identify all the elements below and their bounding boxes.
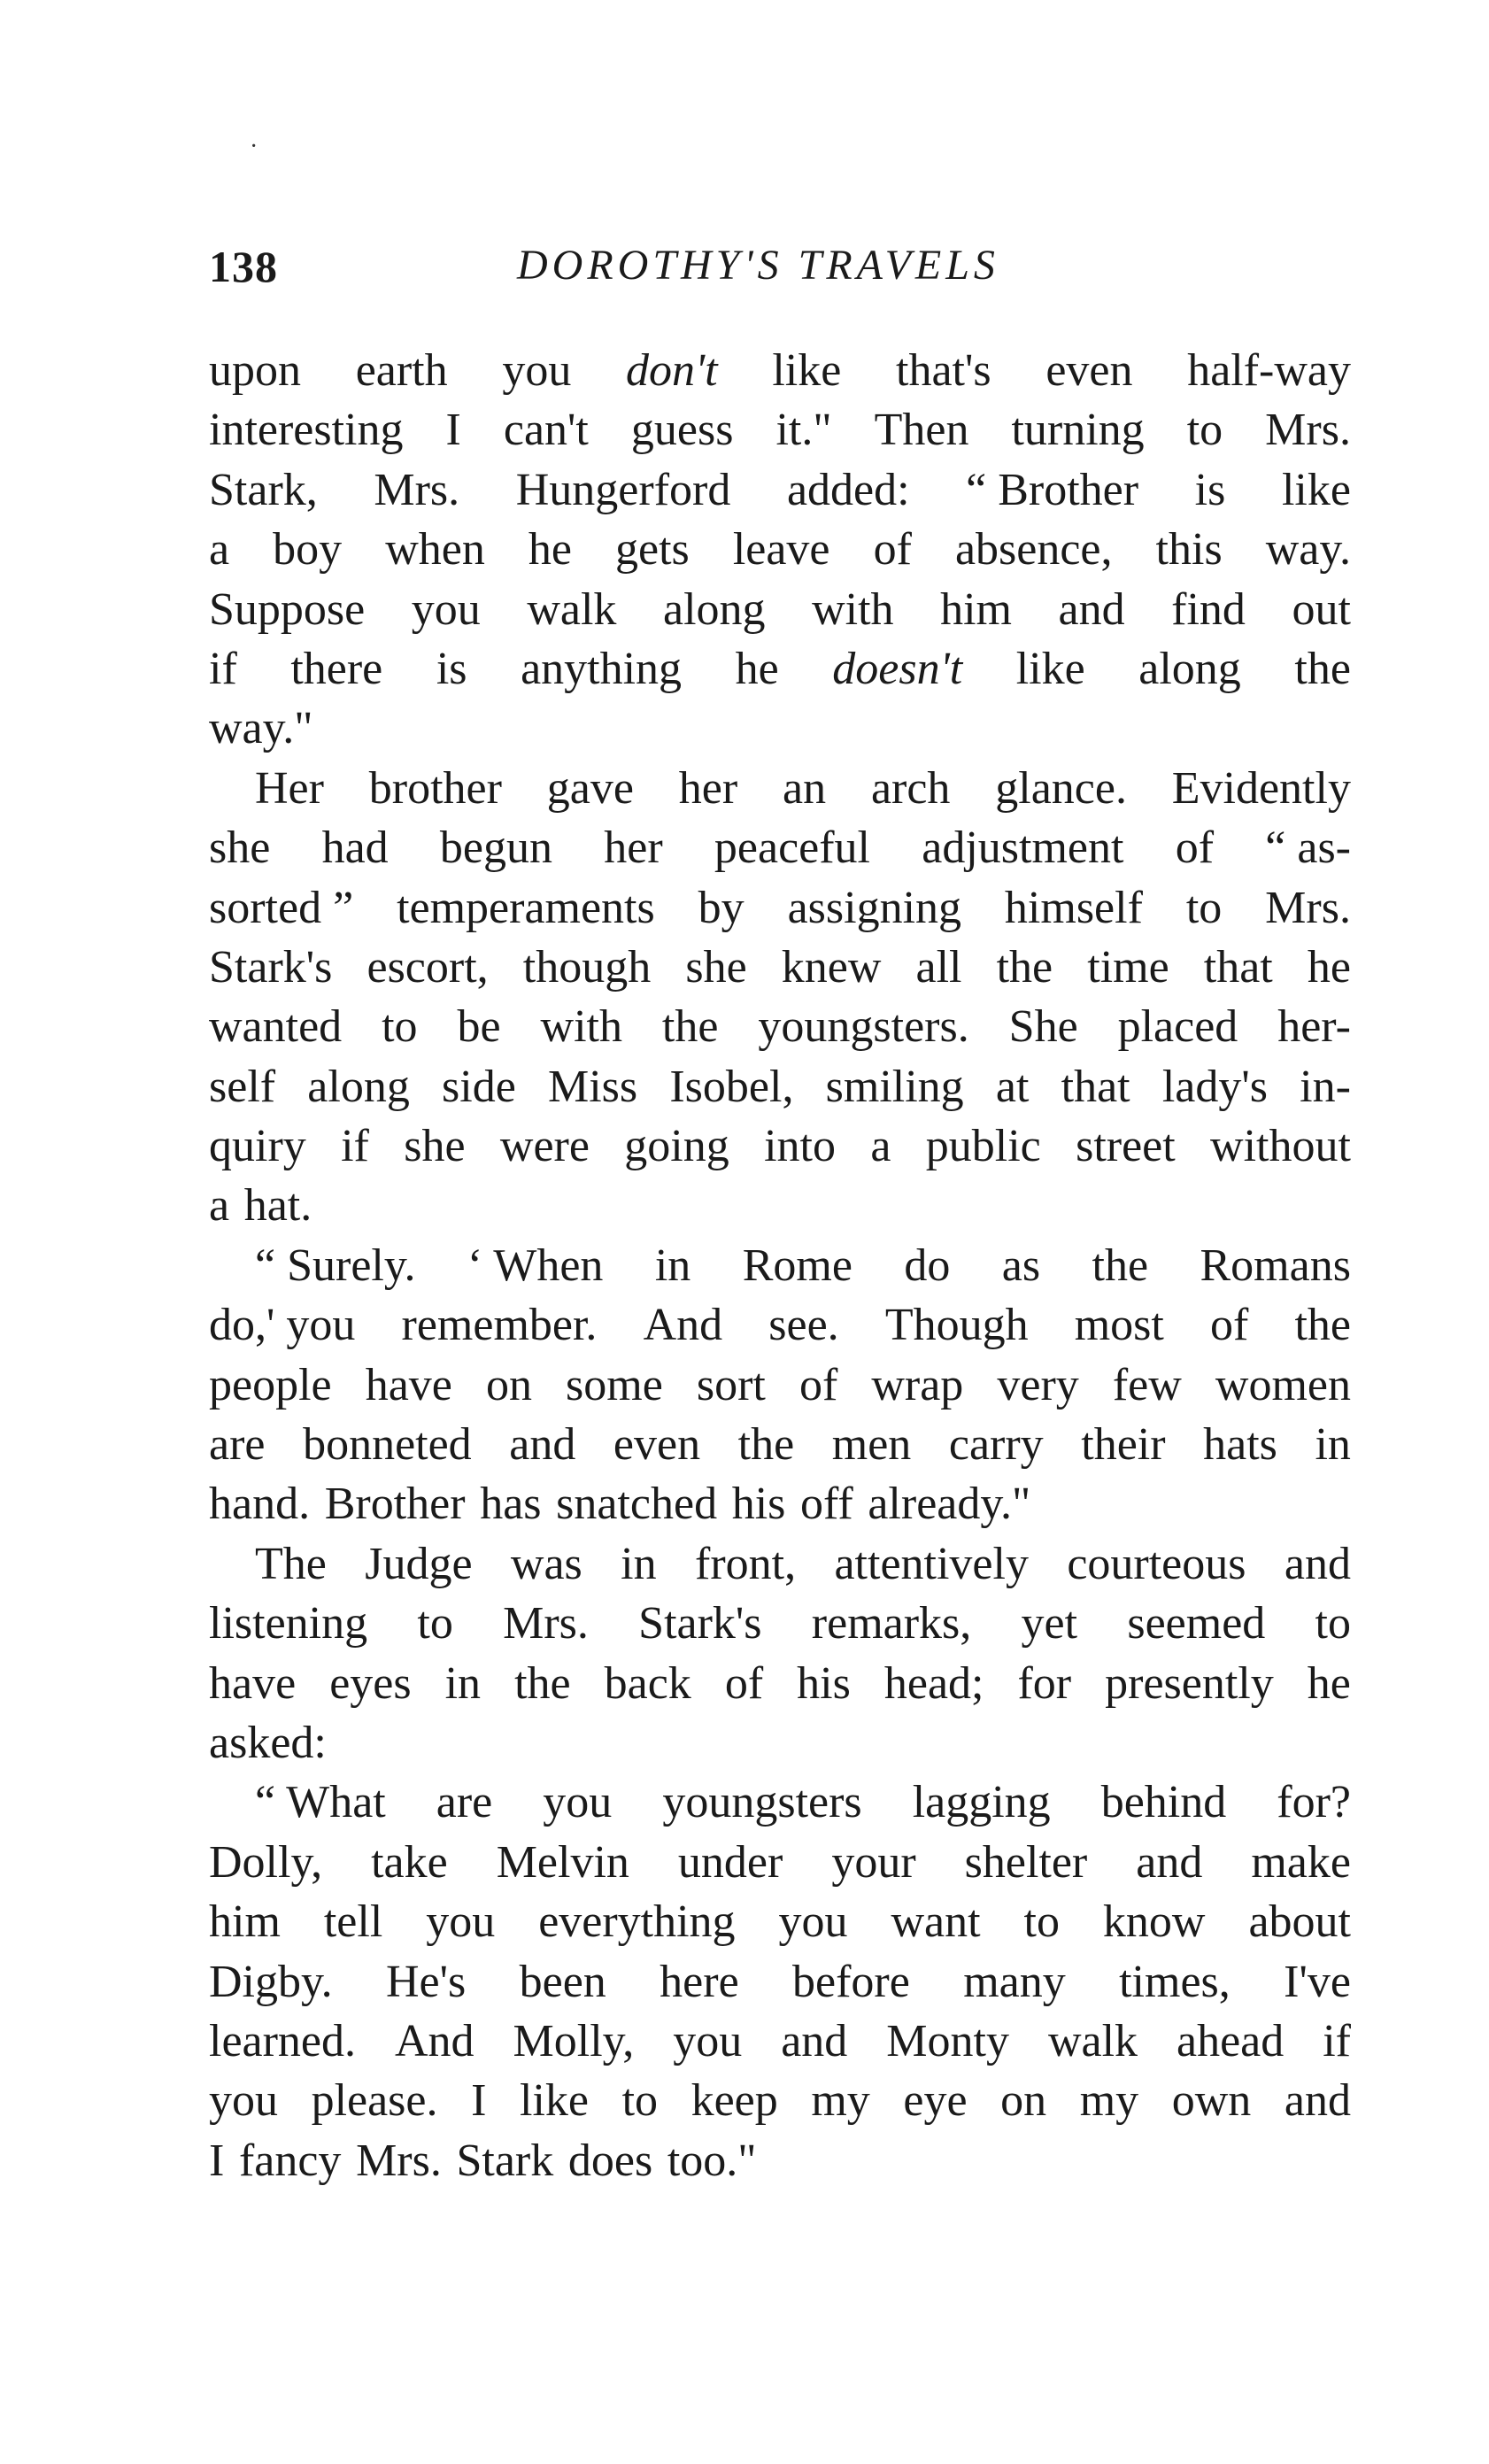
word: ‘ When [467, 1240, 604, 1291]
word: my [1079, 2075, 1139, 2127]
word: the [1294, 643, 1351, 694]
text-line [209, 460, 1351, 520]
word: as [1001, 1240, 1041, 1291]
word: Though [884, 1300, 1029, 1351]
word: an [783, 762, 827, 814]
word: boy [273, 524, 343, 575]
word: sorted ” [209, 882, 354, 933]
word: “ as- [1265, 823, 1351, 874]
word: does [567, 2135, 653, 2186]
word: Miss [548, 1061, 638, 1112]
paragraph [209, 1236, 1351, 1534]
word: was [510, 1538, 582, 1589]
word: seemed [1127, 1598, 1266, 1649]
word: know [1102, 1896, 1206, 1948]
word: his [797, 1657, 851, 1709]
word: absence, [954, 524, 1113, 575]
text-line [209, 1833, 1351, 1892]
body-text [209, 341, 1351, 2190]
word: you [426, 1896, 496, 1948]
word: listening [209, 1598, 368, 1649]
word: in [1315, 1419, 1351, 1471]
running-head: DOROTHY'S TRAVELS [517, 242, 999, 289]
word: behind [1100, 1777, 1227, 1828]
word: along [662, 583, 766, 635]
word: of [873, 524, 912, 575]
text-line [209, 1295, 1351, 1355]
word: and [509, 1419, 576, 1471]
word: Romans [1200, 1240, 1351, 1291]
word: lady's [1161, 1061, 1268, 1112]
text-line [209, 1116, 1351, 1176]
word: anything [521, 643, 683, 694]
text-line [209, 1534, 1351, 1594]
word: that's [896, 345, 991, 396]
word: are [436, 1777, 493, 1828]
word: of [799, 1359, 838, 1410]
word: I [445, 405, 461, 456]
paragraph [209, 1773, 1351, 2190]
word: has [480, 1479, 542, 1530]
word: attentively [834, 1538, 1029, 1589]
word: hats [1203, 1419, 1277, 1471]
word: here [660, 1956, 739, 2007]
word: people [209, 1359, 332, 1410]
word: to [382, 1001, 418, 1053]
text-line [209, 1773, 1351, 1832]
word: front, [695, 1538, 797, 1589]
word: Stark, [209, 464, 318, 515]
word: the [661, 1001, 719, 1053]
word: like [520, 2075, 589, 2127]
word: some [566, 1359, 663, 1410]
word: before [792, 1956, 910, 2007]
word: she [685, 941, 747, 993]
word: wanted [209, 1001, 343, 1053]
word: himself [1004, 882, 1143, 933]
word: to [1186, 405, 1223, 456]
text-line [209, 1176, 1351, 1235]
word: in [621, 1538, 657, 1589]
word: you [502, 345, 572, 396]
word: make [1251, 1836, 1351, 1888]
word: head; [883, 1657, 984, 1709]
word: his [731, 1479, 786, 1530]
word: asked: [209, 1717, 327, 1768]
word: glance. [995, 762, 1127, 814]
word: if [209, 643, 237, 694]
word: out [1292, 583, 1351, 635]
word: their [1081, 1419, 1166, 1471]
word: she [209, 823, 271, 874]
word: eyes [329, 1657, 412, 1709]
word: under [677, 1836, 783, 1888]
word: arch [870, 762, 951, 814]
word: been [519, 1956, 606, 2007]
word: Monty [886, 2015, 1009, 2066]
word: lagging [912, 1777, 1051, 1828]
word: are [209, 1419, 266, 1471]
word: guess [630, 405, 734, 456]
word: street [1076, 1121, 1176, 1172]
word: very [997, 1359, 1079, 1410]
text-line [209, 2131, 1351, 2190]
word: of [724, 1657, 764, 1709]
word: self [209, 1061, 276, 1112]
word: she [404, 1121, 466, 1172]
word: women [1215, 1359, 1351, 1410]
word: Her [255, 762, 324, 814]
text-line [209, 341, 1351, 400]
word: I [471, 2075, 487, 2127]
text-line [209, 400, 1351, 460]
word: be [457, 1001, 501, 1053]
text-line [209, 878, 1351, 938]
word: Melvin [496, 1836, 629, 1888]
text-line [209, 699, 1351, 758]
word: too." [667, 2135, 757, 2186]
word: keep [690, 2075, 778, 2127]
word: the [737, 1419, 795, 1471]
word: the [514, 1657, 571, 1709]
word: hand. [209, 1479, 311, 1530]
word: time [1087, 941, 1169, 993]
text-line [209, 1236, 1351, 1295]
word: her- [1277, 1001, 1351, 1053]
word: She [1008, 1001, 1078, 1053]
word: with [540, 1001, 622, 1053]
word: back [604, 1657, 691, 1709]
text-line [209, 1356, 1351, 1415]
text-line [209, 1713, 1351, 1773]
word: is [1194, 464, 1226, 515]
word: Stark's [209, 941, 333, 993]
word: him [209, 1896, 281, 1948]
word: to [621, 2075, 659, 2127]
word: everything [538, 1896, 736, 1948]
paragraph [209, 759, 1351, 1236]
word: he [1307, 941, 1351, 993]
word: to [1185, 882, 1223, 933]
word: even [1045, 345, 1133, 396]
word: don't [626, 345, 718, 396]
word: I [209, 2135, 225, 2186]
word: escort, [366, 941, 489, 993]
text-line [209, 1594, 1351, 1653]
word: for [1017, 1657, 1072, 1709]
word: hat. [243, 1180, 312, 1232]
word: The [255, 1538, 327, 1589]
word: gets [615, 524, 690, 575]
word: sort [696, 1359, 766, 1410]
word: leave [732, 524, 830, 575]
word: a [870, 1121, 891, 1172]
word: of [1175, 823, 1215, 874]
word: you [778, 1896, 848, 1948]
word: own [1171, 2075, 1252, 2127]
word: in [444, 1657, 482, 1709]
text-line [209, 1952, 1351, 2012]
word: gave [546, 762, 634, 814]
word: Suppose [209, 583, 366, 635]
word: my [811, 2075, 870, 2127]
word: doesn't [832, 643, 963, 694]
word: a [209, 524, 230, 575]
text-line [209, 1057, 1351, 1116]
word: men [831, 1419, 912, 1471]
word: few [1112, 1359, 1182, 1410]
word: when [385, 524, 485, 575]
word: a [209, 1180, 230, 1232]
paragraph [209, 1534, 1351, 1773]
word: brother [368, 762, 502, 814]
word: going [624, 1121, 729, 1172]
word: learned. [209, 2015, 357, 2066]
word: all [915, 941, 962, 993]
word: without [1210, 1121, 1351, 1172]
word: on [1000, 2075, 1047, 2127]
word: remarks, [811, 1598, 972, 1649]
word: if [341, 1121, 369, 1172]
word: were [499, 1121, 590, 1172]
word: courteous [1067, 1538, 1246, 1589]
word: along [307, 1061, 410, 1112]
word: Molly, [513, 2015, 635, 2066]
word: on [485, 1359, 532, 1410]
word: the [1092, 1240, 1149, 1291]
word: Isobel, [669, 1061, 794, 1112]
word: into [764, 1121, 836, 1172]
word: like [1281, 464, 1351, 515]
word: quiry [209, 1121, 306, 1172]
ink-speck: · [250, 133, 258, 160]
word: that [1061, 1061, 1130, 1112]
text-line [209, 1474, 1351, 1533]
word: your [831, 1836, 916, 1888]
word: of [1210, 1300, 1249, 1351]
word: like [1015, 643, 1085, 694]
word: smiling [825, 1061, 964, 1112]
text-line [209, 520, 1351, 579]
word: interesting [209, 405, 404, 456]
word: eye [903, 2075, 968, 2127]
word: public [925, 1121, 1041, 1172]
word: if [1323, 2015, 1351, 2066]
page-number: 138 [209, 242, 278, 291]
text-line [209, 997, 1351, 1056]
word: “ Brother [966, 464, 1139, 515]
text-line [209, 2071, 1351, 2130]
word: He's [386, 1956, 467, 2007]
word: fancy [238, 2135, 342, 2186]
word: Mrs. [374, 464, 460, 515]
word: youngsters [662, 1777, 862, 1828]
word: begun [439, 823, 553, 874]
text-line [209, 1654, 1351, 1713]
text-line [209, 759, 1351, 818]
word: Hungerford [515, 464, 731, 515]
word: the [996, 941, 1053, 993]
word: half-way [1187, 345, 1351, 396]
word: this [1155, 524, 1223, 575]
word: by [698, 882, 744, 933]
word: Stark [456, 2135, 554, 2186]
word: see. [768, 1300, 839, 1351]
word: added: [786, 464, 910, 515]
word: way." [209, 703, 313, 754]
word: “ Surely. [255, 1240, 416, 1291]
word: do [904, 1240, 951, 1291]
word: yet [1021, 1598, 1078, 1649]
word: with [812, 583, 894, 635]
text-line [209, 1415, 1351, 1474]
word: and [781, 2015, 848, 2066]
word: and [1284, 2075, 1351, 2127]
word: that [1203, 941, 1273, 993]
word: even [613, 1419, 701, 1471]
word: Mrs. [1265, 882, 1351, 933]
word: like [772, 345, 842, 396]
word: earth [355, 345, 448, 396]
word: he [735, 643, 779, 694]
text-line [209, 1892, 1351, 1951]
word: adjustment [922, 823, 1124, 874]
word: off [800, 1479, 853, 1530]
word: bonneted [303, 1419, 472, 1471]
word: Judge [365, 1538, 473, 1589]
word: youngsters. [758, 1001, 969, 1053]
word: most [1074, 1300, 1164, 1351]
word: along [1138, 643, 1241, 694]
word: had [321, 823, 389, 874]
word: want [891, 1896, 981, 1948]
word: about [1248, 1896, 1351, 1948]
word: Mrs. [1265, 405, 1351, 456]
word: peaceful [714, 823, 871, 874]
word: in- [1300, 1061, 1351, 1112]
word: already." [868, 1479, 1031, 1530]
word: “ What [255, 1777, 386, 1828]
word: have [209, 1657, 297, 1709]
word: her [604, 823, 663, 874]
word: remember. [401, 1300, 598, 1351]
word: to [1023, 1896, 1060, 1948]
word: Mrs. [503, 1598, 589, 1649]
word: walk [1047, 2015, 1138, 2066]
word: shelter [964, 1836, 1088, 1888]
word: carry [948, 1419, 1044, 1471]
word: take [371, 1836, 448, 1888]
text-line [209, 580, 1351, 639]
word: placed [1117, 1001, 1238, 1053]
word: Brother [324, 1479, 466, 1530]
word: there [290, 643, 383, 694]
word: he [1307, 1657, 1351, 1709]
word: side [442, 1061, 516, 1112]
word: And [643, 1300, 723, 1351]
word: is [436, 643, 467, 694]
text-line [209, 2012, 1351, 2071]
word: it." [775, 405, 832, 456]
word: can't [503, 405, 589, 456]
word: for? [1277, 1777, 1351, 1828]
word: and [1284, 1538, 1351, 1589]
word: do,' you [209, 1300, 356, 1351]
word: have [365, 1359, 452, 1410]
word: snatched [556, 1479, 718, 1530]
word: you [673, 2015, 743, 2066]
word: times, [1119, 1956, 1231, 2007]
word: he [528, 524, 572, 575]
word: to [1315, 1598, 1351, 1649]
word: Stark's [638, 1598, 762, 1649]
word: upon [209, 345, 301, 396]
word: turning [1011, 405, 1145, 456]
word: Then [874, 405, 969, 456]
word: and [1136, 1836, 1203, 1888]
word: him [940, 583, 1012, 635]
text-line [209, 639, 1351, 699]
word: Dolly, [209, 1836, 323, 1888]
word: temperaments [397, 882, 655, 933]
word: the [1294, 1300, 1351, 1351]
word: you [209, 2075, 278, 2127]
page-header [209, 241, 1351, 303]
word: ahead [1177, 2015, 1285, 2066]
word: walk [527, 583, 617, 635]
word: to [417, 1598, 453, 1649]
word: assigning [787, 882, 962, 933]
word: please. [311, 2075, 438, 2127]
word: wrap [871, 1359, 964, 1410]
text-line [209, 938, 1351, 997]
word: though [522, 941, 652, 993]
word: knew [781, 941, 882, 993]
word: I've [1284, 1956, 1351, 2007]
word: Rome [742, 1240, 853, 1291]
word: in [654, 1240, 691, 1291]
word: you [411, 583, 481, 635]
word: find [1171, 583, 1246, 635]
word: tell [323, 1896, 383, 1948]
paragraph [209, 341, 1351, 759]
word: Mrs. [356, 2135, 442, 2186]
word: And [394, 2015, 474, 2066]
word: presently [1105, 1657, 1274, 1709]
word: you [543, 1777, 613, 1828]
word: way. [1265, 524, 1351, 575]
word: Digby. [209, 1956, 333, 2007]
word: and [1058, 583, 1125, 635]
word: her [678, 762, 738, 814]
text-line [209, 818, 1351, 877]
word: Evidently [1171, 762, 1351, 814]
word: at [995, 1061, 1030, 1112]
word: many [963, 1956, 1066, 2007]
